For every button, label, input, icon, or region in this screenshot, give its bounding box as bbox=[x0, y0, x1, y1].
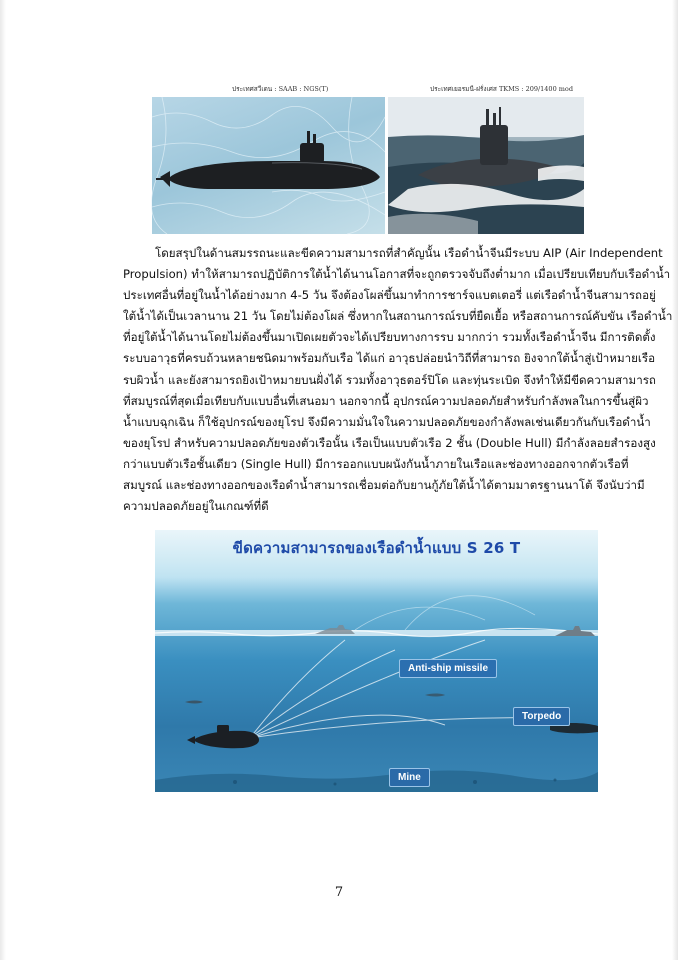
paragraph-line: สมบูรณ์ และช่องทางออกของเรือดำน้ำสามารถเชื่อมต่อกับยานกู้ภัยใต้น้ำได้ตามมาตรฐานนาโต้ จึงนับว่ามี bbox=[123, 478, 645, 493]
s26t-capability-infographic bbox=[155, 530, 598, 792]
paragraph-line: ความปลอดภัยอยู่ในเกณฑ์ที่ดี bbox=[123, 499, 269, 514]
photo-caption-right: ประเทศเยอรมนี-ฝรั่งเศส TKMS : 209/1400 mod bbox=[430, 85, 574, 93]
saab-submarine-illustration bbox=[152, 97, 385, 234]
paragraph-line: ใต้น้ำได้เป็นเวลานาน 21 วัน โดยไม่ต้องโผล่ ซึ่งหากในสถานการณ์รบที่ยืดเยื้อ หรือสถานการณ์คับขัน เรือดำน้ำ bbox=[123, 309, 673, 324]
paragraph-line: ที่อยู่ใต้น้ำได้นานโดยไม่ต้องขึ้นมาเปิดเผยตัวจะได้เปรียบทางการรบ มากกว่า รวมทั้งเรือดำน้ำจีน มีการติดตั้ง bbox=[123, 330, 656, 345]
label-mine: Mine bbox=[389, 768, 430, 787]
paragraph-line: ระบบอาวุธที่ครบถ้วนหลายชนิดมาพร้อมกับเรือ ได้แก่ อาวุธปล่อยนำวิถีที่สามารถ ยิงจากใต้น้ำสู่เป้าหมายเรือ bbox=[123, 351, 656, 366]
tkms-submarine-photo bbox=[388, 97, 584, 234]
page-number: 7 bbox=[334, 885, 344, 900]
paragraph-line: รบผิวน้ำ และยังสามารถยิงเป้าหมายบนฝั่งได้ รวมทั้งอาวุธตอร์ปิโด และทุ่นระเบิด จึงทำให้มีขีดความสามารถ bbox=[123, 372, 656, 387]
infographic-scene bbox=[155, 530, 598, 792]
label-torpedo: Torpedo bbox=[513, 707, 570, 726]
submarine-photo-saab bbox=[152, 97, 385, 234]
photo-caption-left: ประเทศสวีเดน : SAAB : NGS(T) bbox=[232, 85, 329, 93]
paragraph-line: โดยสรุปในด้านสมรรถนะและขีดความสามารถที่สำคัญนั้น เรือดำน้ำจีนมีระบบ AIP (Air Independent bbox=[155, 246, 663, 260]
paragraph-line: ของยุโรป สำหรับความปลอดภัยของตัวเรือนั้น เรือเป็นแบบตัวเรือ 2 ชั้น (Double Hull) มีกำลังลอยสำรองสูง bbox=[123, 435, 656, 450]
infographic-title: ขีดความสามารถของเรือดำน้ำแบบ S 26 T bbox=[232, 539, 521, 557]
paragraph-line: น้ำแบบฉุกเฉิน ก็ใช้อุปกรณ์ของยุโรป จึงมีความมั่นใจในความปลอดภัยของกำลังพลเช่นเดียวกันกับเรือดำน้ำ bbox=[123, 414, 651, 429]
label-anti-ship-missile: Anti-ship missile bbox=[399, 659, 497, 678]
paragraph-line: ประเทศอื่นที่อยู่ในน้ำได้อย่างมาก 4-5 วัน จึงต้องโผล่ขึ้นมาทำการชาร์จแบตเตอรี่ แต่เรือดำน้ำจีนสามารถอยู่ bbox=[123, 288, 656, 303]
paragraph-line: Propulsion) ทำให้สามารถปฏิบัติการใต้น้ำได้นานโอกาสที่จะถูกตรวจจับถึงต่ำมาก เมื่อเปรียบเทียบกับเรือดำน้ำ bbox=[123, 267, 671, 282]
submarine-photo-tkms bbox=[388, 97, 584, 234]
surface-ship bbox=[315, 625, 355, 634]
paragraph-line: กว่าแบบตัวเรือชั้นเดียว (Single Hull) มีการออกแบบผนังกันน้ำภายในเรือและช่องทางออกจากตัวเรือที่ bbox=[123, 456, 629, 471]
s26t-submarine bbox=[187, 725, 259, 748]
body-paragraph bbox=[123, 243, 673, 517]
paragraph-line: ที่สมบูรณ์ที่สุดเมื่อเทียบกับแบบอื่นที่เสนอมา นอกจากนี้ อุปกรณ์ความปลอดภัยสำหรับกำลังพลในการขึ้นสู่ผิว bbox=[123, 393, 649, 408]
